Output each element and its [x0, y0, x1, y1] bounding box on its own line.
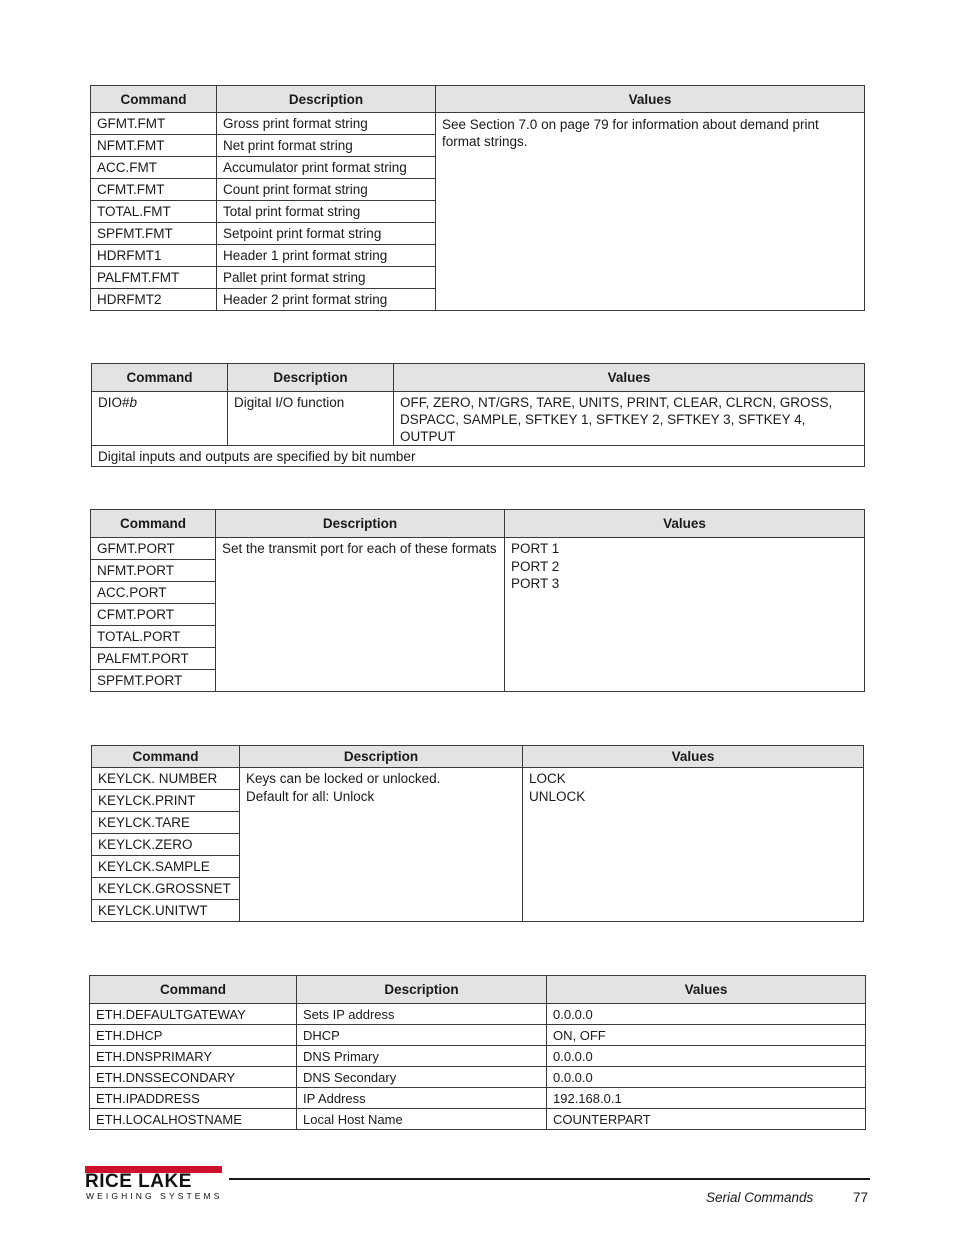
- footer-rule: [229, 1178, 870, 1180]
- command-cell: ETH.IPADDRESS: [90, 1088, 297, 1109]
- values-cell: OFF, ZERO, NT/GRS, TARE, UNITS, PRINT, CLEAR, CLRCN, GROSS, DSPACC, SAMPLE, SFTKEY 1, SFTKEY 2, SFTKEY 3, SFTKEY 4, OUTPUT: [394, 392, 865, 446]
- command-cell: KEYLCK.GROSSNET: [92, 878, 240, 900]
- value-line: PORT 3: [511, 576, 560, 591]
- header-command: Command: [92, 364, 228, 392]
- digital-io-table: [91, 363, 865, 467]
- value-cell: COUNTERPART: [547, 1109, 866, 1130]
- command-cell: GFMT.PORT: [91, 538, 216, 560]
- description-cell: Gross print format string: [217, 113, 436, 135]
- table-header-row: [90, 976, 866, 1004]
- table-row: [90, 1067, 866, 1088]
- table-row: [90, 1046, 866, 1067]
- header-values: Values: [523, 746, 864, 768]
- value-cell: ON, OFF: [547, 1025, 866, 1046]
- description-cell: Set the transmit port for each of these formats: [216, 538, 505, 692]
- footer-page-number: 77: [853, 1190, 869, 1205]
- command-cell: ETH.DHCP: [90, 1025, 297, 1046]
- command-cell: ETH.DEFAULTGATEWAY: [90, 1004, 297, 1025]
- command-cell: HDRFMT2: [91, 289, 217, 311]
- command-cell: ETH.DNSSECONDARY: [90, 1067, 297, 1088]
- command-variable: b: [129, 395, 138, 410]
- footer-section-name: Serial Commands: [706, 1190, 814, 1205]
- header-command: Command: [91, 510, 216, 538]
- header-values: Values: [505, 510, 865, 538]
- header-description: Description: [297, 976, 547, 1004]
- table-row: [90, 1025, 866, 1046]
- table-row: [92, 392, 865, 446]
- command-cell: HDRFMT1: [91, 245, 217, 267]
- header-description: Description: [216, 510, 505, 538]
- table-row: [92, 446, 865, 467]
- header-values: Values: [394, 364, 865, 392]
- description-cell: Header 2 print format string: [217, 289, 436, 311]
- command-cell: [92, 392, 228, 446]
- command-cell: PALFMT.FMT: [91, 267, 217, 289]
- command-cell: TOTAL.PORT: [91, 626, 216, 648]
- description-cell: Net print format string: [217, 135, 436, 157]
- command-cell: KEYLCK.ZERO: [92, 834, 240, 856]
- command-cell: ETH.LOCALHOSTNAME: [90, 1109, 297, 1130]
- table-row: [92, 768, 864, 790]
- description-cell: Pallet print format string: [217, 267, 436, 289]
- port-table: [90, 509, 865, 692]
- command-cell: ETH.DNSPRIMARY: [90, 1046, 297, 1067]
- ethernet-table: [89, 975, 866, 1130]
- command-cell: KEYLCK.UNITWT: [92, 900, 240, 922]
- table-header-row: [91, 510, 865, 538]
- value-cell: 192.168.0.1: [547, 1088, 866, 1109]
- value-line: PORT 2: [511, 558, 560, 574]
- value-line: LOCK: [529, 771, 566, 786]
- description-cell: Digital I/O function: [228, 392, 394, 446]
- table-header-row: [92, 746, 864, 768]
- value-line: UNLOCK: [529, 788, 586, 804]
- header-values: Values: [436, 86, 865, 113]
- description-cell: Header 1 print format string: [217, 245, 436, 267]
- table-row: [91, 538, 865, 560]
- header-command: Command: [91, 86, 217, 113]
- command-cell: NFMT.PORT: [91, 560, 216, 582]
- value-cell: 0.0.0.0: [547, 1004, 866, 1025]
- note-cell: Digital inputs and outputs are specified by bit number: [92, 446, 865, 467]
- command-cell: NFMT.FMT: [91, 135, 217, 157]
- command-cell: GFMT.FMT: [91, 113, 217, 135]
- description-cell: DNS Primary: [297, 1046, 547, 1067]
- value-cell: 0.0.0.0: [547, 1046, 866, 1067]
- header-values: Values: [547, 976, 866, 1004]
- description-cell: [240, 768, 523, 922]
- keylock-table: [91, 745, 864, 922]
- command-cell: CFMT.FMT: [91, 179, 217, 201]
- header-command: Command: [92, 746, 240, 768]
- description-cell: Total print format string: [217, 201, 436, 223]
- command-cell: PALFMT.PORT: [91, 648, 216, 670]
- description-cell: Count print format string: [217, 179, 436, 201]
- description-cell: Accumulator print format string: [217, 157, 436, 179]
- table-row: [90, 1109, 866, 1130]
- logo-main-text: RICE LAKE: [85, 1171, 192, 1192]
- header-description: Description: [217, 86, 436, 113]
- description-cell: Sets IP address: [297, 1004, 547, 1025]
- command-cell: KEYLCK. NUMBER: [92, 768, 240, 790]
- table-header-row: [92, 364, 865, 392]
- rice-lake-logo: [85, 1166, 225, 1202]
- description-cell: IP Address: [297, 1088, 547, 1109]
- command-cell: SPFMT.PORT: [91, 670, 216, 692]
- command-cell: TOTAL.FMT: [91, 201, 217, 223]
- command-cell: KEYLCK.TARE: [92, 812, 240, 834]
- command-cell: SPFMT.FMT: [91, 223, 217, 245]
- logo-sub-text: WEIGHING SYSTEMS: [86, 1191, 223, 1201]
- header-command: Command: [90, 976, 297, 1004]
- table-header-row: [91, 86, 865, 113]
- table-row: [90, 1088, 866, 1109]
- value-cell: 0.0.0.0: [547, 1067, 866, 1088]
- description-line: Default for all: Unlock: [246, 788, 375, 804]
- table-row: [90, 1004, 866, 1025]
- description-cell: Local Host Name: [297, 1109, 547, 1130]
- value-line: PORT 1: [511, 541, 560, 556]
- print-format-table: [90, 85, 865, 311]
- description-line: Keys can be locked or unlocked.: [246, 771, 441, 786]
- values-cell: [505, 538, 865, 692]
- values-cell: [523, 768, 864, 922]
- command-cell: CFMT.PORT: [91, 604, 216, 626]
- header-description: Description: [240, 746, 523, 768]
- values-cell: See Section 7.0 on page 79 for information about demand print format strings.: [436, 113, 865, 311]
- description-cell: DNS Secondary: [297, 1067, 547, 1088]
- command-cell: ACC.PORT: [91, 582, 216, 604]
- header-description: Description: [228, 364, 394, 392]
- command-cell: ACC.FMT: [91, 157, 217, 179]
- description-cell: Setpoint print format string: [217, 223, 436, 245]
- table-row: [91, 113, 865, 135]
- command-cell: KEYLCK.PRINT: [92, 790, 240, 812]
- command-cell: KEYLCK.SAMPLE: [92, 856, 240, 878]
- command-prefix: DIO#: [98, 395, 130, 410]
- description-cell: DHCP: [297, 1025, 547, 1046]
